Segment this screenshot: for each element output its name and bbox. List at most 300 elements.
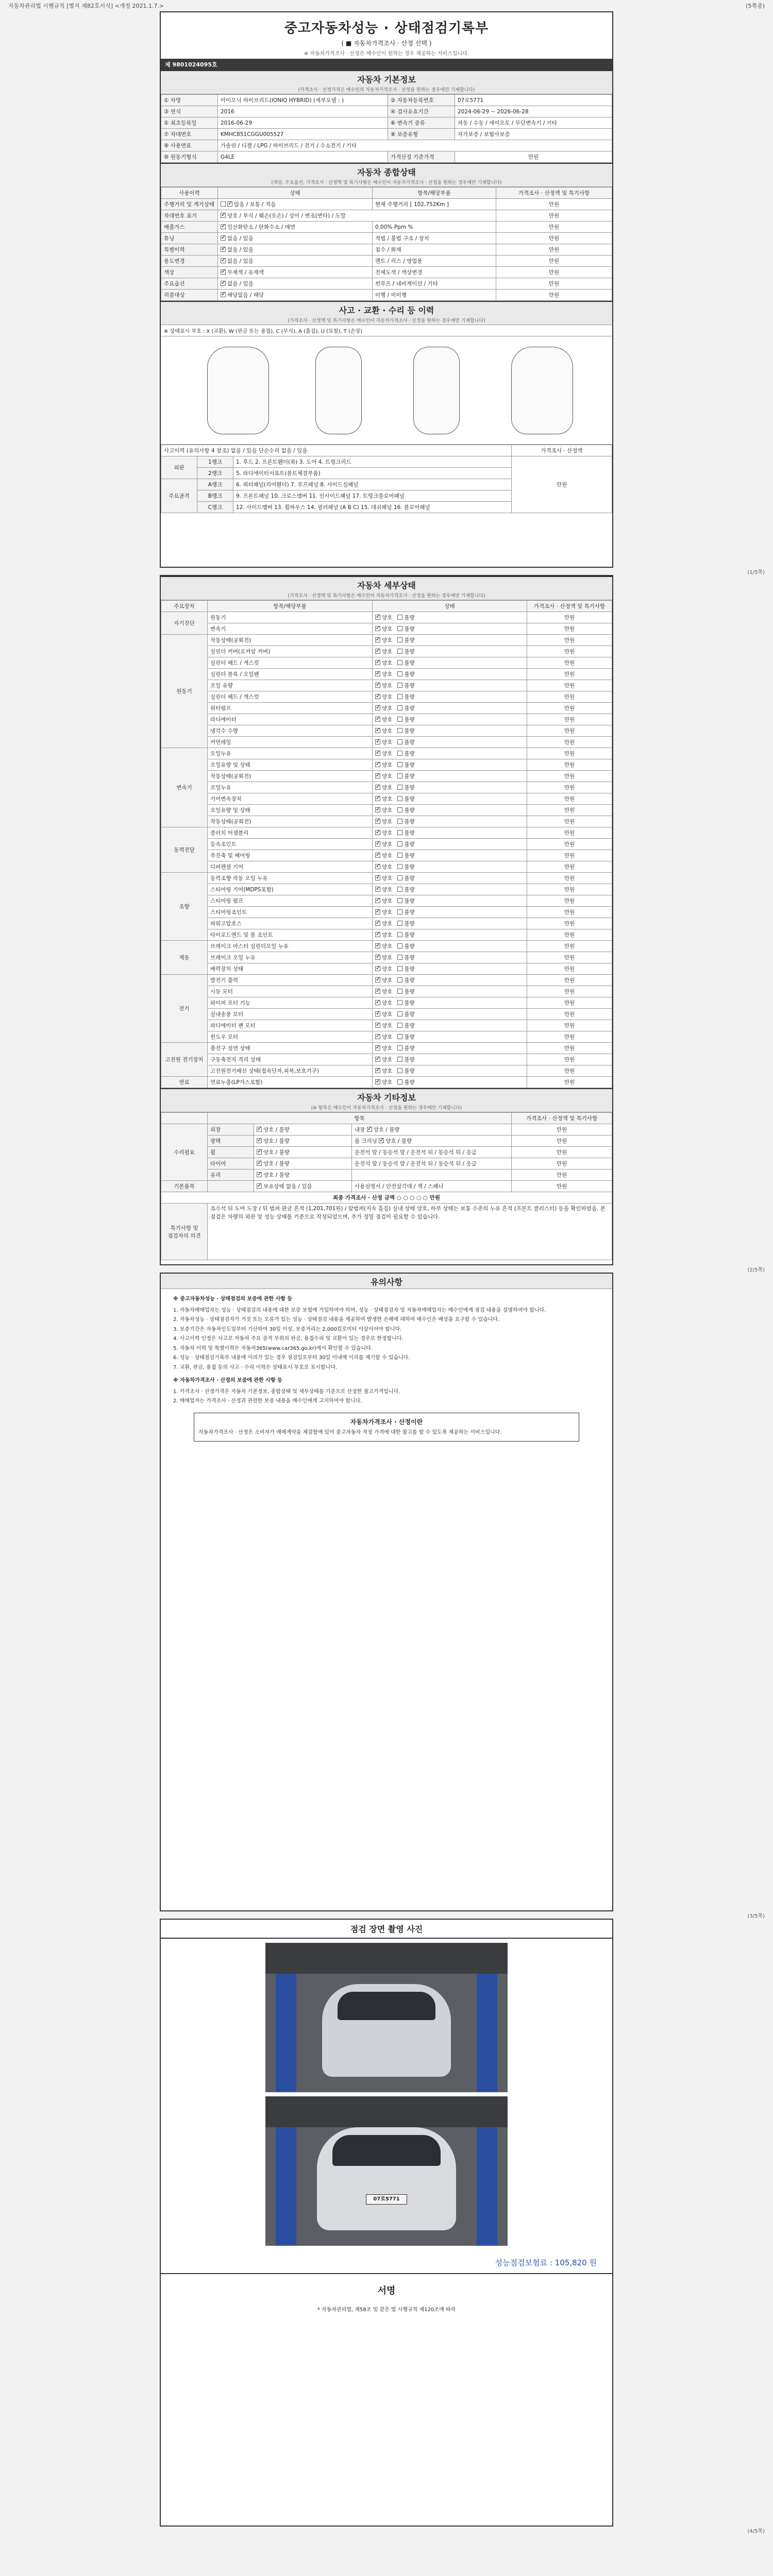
- detail-item-price: 만원: [527, 725, 612, 737]
- checkbox-checked: [375, 1023, 380, 1028]
- checkbox-checked: [375, 853, 380, 858]
- detail-item-state: ✓ 양호 불량: [373, 1020, 527, 1031]
- detail-item-price: 만원: [527, 737, 612, 748]
- detail-item-price: 만원: [527, 941, 612, 952]
- detail-item-state: ✓ 양호 불량: [373, 703, 527, 714]
- table-row: 광택 ✓ 양호 / 불량 룸 크리닝 ✓ 양호 / 불량 만원: [161, 1136, 612, 1147]
- table-row: [161, 771, 612, 782]
- checkbox-unchecked: [397, 887, 402, 892]
- table-row: [161, 918, 612, 929]
- detail-item-label: 실린더 커버(로커암 커버): [208, 646, 373, 657]
- detail-item-state: ✓ 양호 불량: [373, 839, 527, 850]
- notice-item: 7. 교환, 판금, 용접 등의 사고 · 수리 이력은 상태표시 부호로 표시합니다.: [173, 1364, 338, 1370]
- checkbox-checked: [375, 671, 380, 676]
- checkbox-checked: [375, 819, 380, 824]
- detail-item-price: 만원: [527, 975, 612, 986]
- table-row: [161, 680, 612, 691]
- checkbox-unchecked: [397, 751, 402, 756]
- detail-item-price: 만원: [527, 918, 612, 929]
- top-bar: [0, 0, 773, 11]
- checkbox-checked: [375, 989, 380, 994]
- detail-item-label: 오일유량 및 상태: [208, 759, 373, 771]
- detail-item-label: 실린더 헤드 / 개스킷: [208, 657, 373, 669]
- detail-item-label: 실린더 헤드 / 개스킷: [208, 691, 373, 703]
- checkbox-unchecked: [397, 694, 402, 699]
- checkbox-checked: [375, 909, 380, 914]
- detail-item-label: 클러치 어셈블리: [208, 827, 373, 839]
- checkbox-checked: [375, 1034, 380, 1039]
- detail-item-state: ✓ 양호 불량: [373, 657, 527, 669]
- notice-item: 2. 매매업자는 가격조사 · 산정과 관련한 보증 내용을 매수인에게 고지하여야 합니다.: [173, 1398, 362, 1404]
- checkbox-unchecked: [397, 660, 402, 665]
- detail-item-state: ✓ 양호 불량: [373, 737, 527, 748]
- document-subtitle: ( ■ 자동차가격조사 · 산정 선택 ): [341, 40, 432, 47]
- table-row: [161, 816, 612, 827]
- table-row: 2랭크 5. 라디에이터서포트(볼트체결부품): [161, 468, 612, 479]
- detail-item-label: 기어변속장치: [208, 793, 373, 805]
- accident-table: 사고이력 (유의사항 4 참조) 없음 / 있음 단순수리 없음 / 있음 가격조사 · 산정액 외판 1랭크 1. 후드 2. 프론트휀더(좌) 3. 도어 4. 트렁크리드 만원 2랭크 5. 라디에이터서포트(볼트체결부품) 주요골격 A랭크 6. 쿼터패널(리어휀더) 7. 루프패널 8. 사이드실패널 B랭크 9. 프론트패널 10. 크로스멤버 11. 인사이드패널 17. 트렁크플로어패널 C랭크 12. 사이드멤버 13. 휠하우스 14. 필러패널 (A B C) 15. 대쉬패널 16. 플로어패널: [161, 445, 612, 513]
- checkbox-checked: [375, 694, 380, 699]
- checkbox-unchecked: [397, 841, 402, 846]
- checkbox-unchecked: [397, 773, 402, 778]
- table-row: [161, 782, 612, 793]
- detail-item-label: 추진축 및 베어링: [208, 850, 373, 861]
- detail-item-label: 오일유량 및 상태: [208, 805, 373, 816]
- checkbox-checked: [375, 1000, 380, 1005]
- detail-item-state: ✓ 양호 불량: [373, 1043, 527, 1054]
- final-total: 최종 가격조사 · 산정 금액 ○ ○ ○ ○ ○ 만원: [161, 1192, 612, 1204]
- inspector-opinion: 조수석 뒤 도어 도장 / 뒤 범퍼 판금 흔적 (1,201,701원) / 앞범퍼(지속 흠집) 실내 상태 양호, 하부 상태는 보통 수준의 누유 흔적 (프론트 클러스터) 등을 확인하였음. 본 점검은 차량의 외관 및 성능 상태를 기준으로 작성되었으며, 추가 정밀 점검이 필요할 수 있습니다.: [208, 1204, 612, 1260]
- detail-item-state: ✓ 양호 불량: [373, 941, 527, 952]
- checkbox-checked: [375, 615, 380, 620]
- detail-item-label: 작동상태(공회전): [208, 635, 373, 646]
- detail-item-state: ✓ 양호 불량: [373, 714, 527, 725]
- checkbox-unchecked: [397, 1068, 402, 1073]
- table-row: [161, 759, 612, 771]
- notice-item: 3. 보증기간은 자동차인도일부터 기산하여 30일 이상, 보증거리는 2,000킬로미터 이상이어야 합니다.: [173, 1326, 402, 1332]
- detail-item-label: 연료누출(LP가스포함): [208, 1077, 373, 1088]
- checkbox-unchecked: [397, 649, 402, 654]
- checkbox-unchecked: [397, 1045, 402, 1050]
- checkbox-unchecked: [397, 943, 402, 948]
- detail-item-price: 만원: [527, 623, 612, 635]
- detail-item-label: 오일누유: [208, 748, 373, 759]
- notice-item: 5. 자동차 이력 및 특별이력은 자동차365(www.car365.go.kr)에서 확인할 수 있습니다.: [173, 1345, 373, 1351]
- detail-item-state: ✓ 양호 불량: [373, 975, 527, 986]
- table-row: ⑦ 차대번호 KMHC851CGGU005527 ⑧ 보증유형 자가보증 / 보험사보증: [161, 129, 612, 140]
- detail-item-state: ✓ 양호 불량: [373, 669, 527, 680]
- detail-table: 주요장치 항목/해당부품 상태 가격조사 · 산정액 및 특기사항 자기진단 원동기 ✓ 양호 불량 만원 변속기 ✓ 양호 불량 만원 원동기 작동상태(공회전) ✓ 양호 불량 만원 실린더 커버(로커암 커버) ✓ 양호 불량 만원 실린더 헤드 / 개스킷 ✓ 양호 불량 만원 실린더 블록 / 오일팬 ✓ 양호 불량 만원 오일 유량 ✓ 양호 불량 만원 실린더 헤드 / 개스킷 ✓ 양호 불량 만원 워터펌프 ✓ 양호 불량 만원 라디에이터 ✓ 양호 불량 만원 냉각수 수량 ✓ 양호 불량 만원 커먼레일 ✓ 양호 불량 만원 변속기 오일누유 ✓ 양호 불량 만원 오일유량 및 상태 ✓ 양호 불량 만원 작동상태(공회전) ✓ 양호 불량 만원 오일누유 ✓ 양호 불량 만원 기어변속장치 ✓ 양호 불량 만원 오일유량 및 상태 ✓ 양호 불량 만원 작동상태(공회전) ✓ 양호 불량 만원 동력전달 클러치 어셈블리 ✓ 양호 불량 만원 등속조인트 ✓ 양호 불량 만원 추진축 및 베어링 ✓ 양호 불량 만원 디퍼렌셜 기어 ✓ 양호 불량 만원 조향 동력조향 작동 오일 누유 ✓ 양호 불량 만원 스티어링 기어(MDPS포함) ✓ 양호 불량 만원 스티어링 펌프 ✓ 양호 불량 만원 스티어링조인트 ✓ 양호 불량 만원 파워고압호스 ✓ 양호 불량 만원 타이로드엔드 및 볼 조인트 ✓ 양호 불량 만원 제동 브레이크 마스터 실린더오일 누유 ✓ 양호 불량 만원 브레이크 오일 누유 ✓ 양호 불량 만원 배력장치 상태 ✓ 양호 불량 만원 전기 발전기 출력 ✓ 양호 불량 만원 시동 모터 ✓ 양호 불량 만원 와이퍼 모터 기능 ✓ 양호 불량 만원 실내송풍 모터 ✓ 양호 불량 만원 라디에이터 팬 모터 ✓ 양호 불량 만원 윈도우 모터 ✓ 양호 불량 만원 고전원 전기장치 충전구 절연 상태 ✓ 양호 불량 만원 구동축전지 격리 상태 ✓ 양호 불량 만원 고전원전기배선 상태(접속단자,피복,보호기구) ✓ 양호 불량 만원 연료 연료누출(LP가스포함) ✓ 양호 불량 만원: [161, 600, 612, 1088]
- detail-item-state: ✓ 양호 불량: [373, 850, 527, 861]
- table-row: 수리필요 외장 ✓ 양호 / 불량 내장 ✓ 양호 / 불량 만원: [161, 1124, 612, 1136]
- detail-item-label: 파워고압호스: [208, 918, 373, 929]
- table-row: [161, 839, 612, 850]
- detail-item-price: 만원: [527, 691, 612, 703]
- detail-item-label: 스티어링 기어(MDPS포함): [208, 884, 373, 895]
- page-number: (3/5쪽): [747, 1913, 765, 1919]
- detail-item-state: ✓ 양호 불량: [373, 861, 527, 873]
- detail-item-state: ✓ 양호 불량: [373, 907, 527, 918]
- checkbox-unchecked: [397, 739, 402, 744]
- checkbox-unchecked: [397, 1023, 402, 1028]
- table-row: [161, 669, 612, 680]
- checkbox-unchecked: [397, 1034, 402, 1039]
- table-row: [161, 907, 612, 918]
- detail-item-price: 만원: [527, 759, 612, 771]
- detail-item-label: 커먼레일: [208, 737, 373, 748]
- detail-item-label: 발전기 출력: [208, 975, 373, 986]
- table-row: 주요골격 A랭크 6. 쿼터패널(리어휀더) 7. 루프패널 8. 사이드실패널: [161, 479, 612, 490]
- table-row: [161, 975, 612, 986]
- detail-group-label: 변속기: [161, 748, 208, 827]
- table-row: ③ 연식 2016 ④ 검사유효기간 2024-06-29 ~ 2026-06-28: [161, 106, 612, 117]
- checkbox-checked: [375, 1011, 380, 1016]
- detail-item-label: 라디에이터: [208, 714, 373, 725]
- checkbox-checked: [375, 683, 380, 688]
- detail-item-state: ✓ 양호 불량: [373, 646, 527, 657]
- checkbox-checked: [375, 887, 380, 892]
- checkbox-unchecked: [397, 932, 402, 937]
- checkbox-unchecked: [397, 966, 402, 971]
- detail-item-price: 만원: [527, 839, 612, 850]
- checkbox-checked: [375, 1068, 380, 1073]
- inspection-photo-rear: [265, 2096, 508, 2246]
- checkbox-checked: [375, 807, 380, 812]
- detail-item-state: ✓ 양호 불량: [373, 1031, 527, 1043]
- detail-item-price: 만원: [527, 1077, 612, 1088]
- table-row: [161, 1043, 612, 1054]
- checkbox-unchecked: [397, 1000, 402, 1005]
- table-row: [161, 635, 612, 646]
- table-row: 외판 1랭크 1. 후드 2. 프론트휀더(좌) 3. 도어 4. 트렁크리드 만원: [161, 456, 612, 468]
- detail-item-label: 브레이크 마스터 실린더오일 누유: [208, 941, 373, 952]
- notice-item: 6. 성능 · 상태점검기록부 내용에 이의가 있는 경우 점검일로부터 30일 이내에 이의를 제기할 수 있습니다.: [173, 1355, 410, 1361]
- document-title: 중고자동차성능 · 상태점검기록부: [284, 21, 489, 36]
- detail-item-label: 구동축전지 격리 상태: [208, 1054, 373, 1065]
- table-row: 타이어 ✓ 양호 / 불량 운전석 앞 / 동승석 앞 / 운전석 뒤 / 동승석 뒤 / 응급 만원: [161, 1158, 612, 1170]
- checkbox-unchecked: [397, 955, 402, 960]
- detail-item-state: ✓ 양호 불량: [373, 952, 527, 963]
- checkbox-unchecked: [397, 1011, 402, 1016]
- detail-item-state: ✓ 양호 불량: [373, 748, 527, 759]
- table-row: [161, 612, 612, 623]
- detail-item-state: ✓ 양호 불량: [373, 884, 527, 895]
- table-row: ⑤ 최초등록일 2016-06-29 ⑥ 변속기 종류 자동 / 수동 / 세미오토 / 무단변속기 / 기타: [161, 117, 612, 129]
- detail-item-price: 만원: [527, 771, 612, 782]
- detail-item-label: 냉각수 수량: [208, 725, 373, 737]
- table-row: 배출가스 ✓ 일산화탄소 / 탄화수소 / 매연 0.00% Ppm % 만원: [161, 222, 612, 233]
- checkbox-checked: [375, 637, 380, 642]
- detail-item-price: 만원: [527, 850, 612, 861]
- checkbox-checked: [375, 875, 380, 880]
- detail-item-price: 만원: [527, 895, 612, 907]
- checkbox-checked: [375, 1057, 380, 1062]
- checkbox-unchecked: [397, 909, 402, 914]
- overall-status-table: 사용이력 상태 항목/해당부품 가격조사 · 산정액 및 특기사항 주행거리 및 계기상태 ✓ 많음 / 보통 / 적음 현재 주행거리 [ 102,752Km ] 만원 차대번호 표기 ✓ 양호 / 부식 / 훼손(오손) / 상이 / 변조(변타) / 도말 만원 배출가스 ✓ 일산화탄소 / 탄화수소 / 매연 0.00% Ppm % 만원 튜닝 ✓ 없음 / 있음 적법 / 불법 구조 / 장치 만원 특별이력 ✓ 없음 / 있음 침수 / 화재 만원 용도변경 ✓ 없음 / 있음 렌트 / 리스 / 영업용 만원 색상 ✓ 무채색 / 유채색 전체도색 / 색상변경 만원 주요옵션 ✓ 없음 / 있음 썬루프 / 네비게이션 / 기타 만원 리콜대상 ✓ 해당없음 / 해당 이행 / 미이행 만원: [161, 187, 612, 301]
- detail-item-price: 만원: [527, 827, 612, 839]
- table-row: [161, 1065, 612, 1077]
- car-side-left-icon: [207, 347, 269, 434]
- detail-item-state: ✓ 양호 불량: [373, 816, 527, 827]
- page-number: (2/5쪽): [747, 1267, 765, 1273]
- detail-item-price: 만원: [527, 805, 612, 816]
- detail-group-label: 고전원 전기장치: [161, 1043, 208, 1077]
- checkbox-unchecked: [397, 853, 402, 858]
- detail-item-price: 만원: [527, 884, 612, 895]
- detail-item-label: 실린더 블록 / 오일팬: [208, 669, 373, 680]
- detail-item-state: ✓ 양호 불량: [373, 929, 527, 941]
- checkbox-checked: [375, 785, 380, 790]
- detail-group-label: 조향: [161, 873, 208, 941]
- table-row: [161, 805, 612, 816]
- insurance-fee: 성능점검보험료 : 105,820 원: [495, 2258, 597, 2267]
- table-row: ① 차명 아이오닉 하이브리드(IONIQ HYBRID) (세부모델 : ) ② 자동차등록번호 07로5771: [161, 95, 612, 106]
- checkbox-unchecked: [397, 728, 402, 733]
- photo-section-title: 점검 장면 촬영 사진: [161, 1920, 612, 1939]
- table-row: [161, 884, 612, 895]
- table-row: [161, 714, 612, 725]
- detail-item-label: 오일 유량: [208, 680, 373, 691]
- detail-item-state: ✓ 양호 불량: [373, 1054, 527, 1065]
- table-row: [161, 1054, 612, 1065]
- table-row: [161, 737, 612, 748]
- detail-item-label: 작동상태(공회전): [208, 816, 373, 827]
- detail-item-price: 만원: [527, 748, 612, 759]
- table-row: [161, 952, 612, 963]
- checkbox-checked: [375, 830, 380, 835]
- detail-item-price: 만원: [527, 646, 612, 657]
- table-row: [161, 827, 612, 839]
- detail-item-state: ✓ 양호 불량: [373, 1077, 527, 1088]
- checkbox-checked: [375, 626, 380, 631]
- detail-item-price: 만원: [527, 680, 612, 691]
- detail-item-price: 만원: [527, 963, 612, 975]
- checkbox-unchecked: [397, 977, 402, 982]
- table-row: 차대번호 표기 ✓ 양호 / 부식 / 훼손(오손) / 상이 / 변조(변타) / 도말 만원: [161, 210, 612, 222]
- detail-item-label: 충전구 절연 상태: [208, 1043, 373, 1054]
- detail-item-label: 브레이크 오일 누유: [208, 952, 373, 963]
- detail-item-state: ✓ 양호 불량: [373, 805, 527, 816]
- detail-item-label: 원동기: [208, 612, 373, 623]
- detail-item-state: ✓ 양호 불량: [373, 1065, 527, 1077]
- detail-item-state: ✓ 양호 불량: [373, 895, 527, 907]
- car-diagram: [161, 336, 612, 445]
- notice-section-title: 유의사항: [161, 1274, 612, 1289]
- notice-item: 2. 자동차성능 · 상태점검자가 거짓 또는 오류가 있는 성능 · 상태점검 내용을 제공하여 발생한 손해에 대하여 매수인은 배상을 요구할 수 있습니다.: [173, 1317, 500, 1323]
- checkbox-checked: [375, 762, 380, 767]
- checkbox-unchecked: [397, 1057, 402, 1062]
- checkbox-unchecked: [397, 705, 402, 710]
- checkbox-checked: [375, 739, 380, 744]
- detail-item-label: 동력조향 작동 오일 누유: [208, 873, 373, 884]
- checkbox-checked: [375, 943, 380, 948]
- detail-item-price: 만원: [527, 612, 612, 623]
- detail-group-label: 자기진단: [161, 612, 208, 635]
- detail-item-state: ✓ 양호 불량: [373, 827, 527, 839]
- checkbox-checked: [375, 864, 380, 869]
- detail-group-label: 전기: [161, 975, 208, 1043]
- other-info-section-title: 자동차 기타정보 (※ 항목은 매수인이 자동차가격조사 · 산정을 원하는 경우에만 기재합니다): [161, 1088, 612, 1112]
- detail-item-label: 워터펌프: [208, 703, 373, 714]
- table-row: [161, 1009, 612, 1020]
- car-side-right-icon: [511, 347, 573, 434]
- detail-item-label: 작동상태(공회전): [208, 771, 373, 782]
- car-top-under-icon: [413, 347, 460, 434]
- detail-item-state: ✓ 양호 불량: [373, 997, 527, 1009]
- notice-item: 1. 가격조사 · 산정가격은 자동차 기본정보, 종합상태 및 세부상태를 기준으로 산정한 참고가격입니다.: [173, 1388, 400, 1395]
- detail-item-price: 만원: [527, 635, 612, 646]
- table-row: [161, 963, 612, 975]
- detail-item-state: ✓ 양호 불량: [373, 771, 527, 782]
- detail-item-state: ✓ 양호 불량: [373, 759, 527, 771]
- checkbox-unchecked: [397, 898, 402, 903]
- detail-item-price: 만원: [527, 1020, 612, 1031]
- detail-item-price: 만원: [527, 952, 612, 963]
- detail-item-price: 만원: [527, 657, 612, 669]
- detail-item-label: 타이로드엔드 및 볼 조인트: [208, 929, 373, 941]
- notice-item: 4. 사고이력 인정은 사고로 자동차 주요 골격 부위의 판금, 용접수리 및 교환이 있는 경우로 한정합니다.: [173, 1336, 404, 1342]
- table-row: [161, 1031, 612, 1043]
- car-top-front-icon: [315, 347, 362, 434]
- checkbox-checked: [375, 977, 380, 982]
- detail-item-price: 만원: [527, 782, 612, 793]
- detail-item-state: ✓ 양호 불량: [373, 623, 527, 635]
- checkbox-checked: [375, 796, 380, 801]
- detail-item-state: ✓ 양호 불량: [373, 1009, 527, 1020]
- page-number: (4/5쪽): [747, 2529, 765, 2534]
- document-note: ※ 자동차가격조사 · 산정은 매수인이 원하는 경우 제공하는 서비스입니다.: [304, 51, 469, 57]
- checkbox-unchecked: [397, 671, 402, 676]
- checkbox-unchecked: [397, 785, 402, 790]
- checkbox-unchecked: [397, 1079, 402, 1084]
- detail-section-title: 자동차 세부상태 (가격조사 · 산정액 및 특기사항은 매수인이 자동차가격조사 · 산정을 원하는 경우에만 기재합니다): [161, 576, 612, 600]
- table-row: [161, 623, 612, 635]
- overall-status-section-title: 자동차 종합상태 (색상, 주요옵션, 가격조사 · 산정액 및 특기사항은 매수인이 자동차가격조사 · 산정을 원하는 경우에만 기재합니다): [161, 163, 612, 187]
- table-row: [161, 657, 612, 669]
- checkbox-checked: [375, 955, 380, 960]
- detail-item-price: 만원: [527, 1054, 612, 1065]
- detail-item-label: 스티어링조인트: [208, 907, 373, 918]
- checkbox-checked: [375, 966, 380, 971]
- table-row: [161, 748, 612, 759]
- table-row: 특별이력 ✓ 없음 / 있음 침수 / 화재 만원: [161, 244, 612, 256]
- checkbox-checked: [375, 1045, 380, 1050]
- detail-item-state: ✓ 양호 불량: [373, 782, 527, 793]
- detail-item-label: 스티어링 펌프: [208, 895, 373, 907]
- form-reference: 자동차관리법 시행규칙 [별지 제82호서식] <개정 2021.1.7.>: [8, 3, 164, 9]
- checkbox-unchecked: [397, 875, 402, 880]
- detail-item-price: 만원: [527, 669, 612, 680]
- detail-item-price: 만원: [527, 714, 612, 725]
- table-row: [161, 986, 612, 997]
- checkbox-unchecked: [397, 819, 402, 824]
- checkbox-checked: [375, 705, 380, 710]
- table-row: 리콜대상 ✓ 해당없음 / 해당 이행 / 미이행 만원: [161, 290, 612, 301]
- detail-item-price: 만원: [527, 1031, 612, 1043]
- detail-item-state: ✓ 양호 불량: [373, 963, 527, 975]
- checkbox-checked: [375, 932, 380, 937]
- table-row: 휠 ✓ 양호 / 불량 운전석 앞 / 동승석 앞 / 운전석 뒤 / 동승석 뒤 / 응급 만원: [161, 1147, 612, 1158]
- basic-info-table: [161, 94, 612, 163]
- detail-item-label: 라디에이터 팬 모터: [208, 1020, 373, 1031]
- detail-item-label: 윈도우 모터: [208, 1031, 373, 1043]
- checkbox-unchecked: [397, 683, 402, 688]
- accident-section-title: 사고 · 교환 · 수리 등 이력 (가격조사 · 산정액 및 특기사항은 매수인이 자동차가격조사 · 산정을 원하는 경우에만 기재합니다): [161, 301, 612, 325]
- detail-item-price: 만원: [527, 816, 612, 827]
- table-row: [161, 929, 612, 941]
- checkbox-checked: [375, 660, 380, 665]
- detail-item-price: 만원: [527, 1043, 612, 1054]
- notice-body: ※ 중고자동차성능 · 상태점검의 보증에 관한 사항 등 1. 자동차매매업자는 성능 · 상태점검의 내용에 대한 보증 보험에 가입하여야 하며, 성능 · 상태점검자 및 자동차매매업자는 매수인에게 점검 내용을 설명하여야 합니다. 2. 자동차성능 · 상태점검자가 거짓 또는 오류가 있는 성능 · 상태점검 내용을 제공하여 발생한 손해에 대하여 매수인은 배상을 요구할 수 있습니다. 3. 보증기간은 자동차인도일부터 기산하여 30일 이상, 보증거리는 2,000킬로미터 이상이어야 합니다. 4. 사고이력 인정은 사고로 자동차 주요 골격 부위의 판금, 용접수리 및 교환이 있는 경우로 한정합니다. 5. 자동차 이력 및 특별이력은 자동차365(www.car365.go.kr)에서 확인할 수 있습니다. 6. 성능 · 상태점검기록부 내용에 이의가 있는 경우 점검일로부터 30일 이내에 이의를 제기할 수 있습니다. 7. 교환, 판금, 용접 등의 사고 · 수리 이력은 상태표시 부호로 표시합니다. ※ 자동차가격조사 · 산정의 보증에 관한 사항 등 1. 가격조사 · 산정가격은 자동차 기본정보, 종합상태 및 세부상태를 기준으로 산정한 참고가격입니다. 2. 매매업자는 가격조사 · 산정과 관련한 보증 내용을 매수인에게 고지하여야 합니다. 자동차가격조사 · 산정이란 자동차가격조사 · 산정은 소비자가 매매계약을 체결함에 있어 중고자동차 적정 가격에 대한 참고를 할 수 있도록 제공하는 서비스입니다.: [161, 1289, 612, 1447]
- detail-group-label: 연료: [161, 1077, 208, 1088]
- accident-legend: ※ 상태표시 부호 : X (교환), W (판금 또는 용접), C (부식), A (흠집), U (요철), T (손상): [161, 325, 612, 336]
- table-row: [161, 997, 612, 1009]
- detail-item-state: ✓ 양호 불량: [373, 873, 527, 884]
- checkbox-unchecked: [397, 989, 402, 994]
- checkbox-checked: [375, 898, 380, 903]
- detail-item-state: ✓ 양호 불량: [373, 612, 527, 623]
- table-row: [161, 1020, 612, 1031]
- signature-footnote: * 자동차관리법, 제58조 및 같은 법 시행규칙 제120조에 따라: [317, 2307, 456, 2313]
- table-row: [161, 793, 612, 805]
- table-row: ⑨ 사용연료 가솔린 / 디젤 / LPG / 하이브리드 / 전기 / 수소전기 / 기타: [161, 140, 612, 151]
- checkbox-unchecked: [397, 796, 402, 801]
- detail-group-label: 제동: [161, 941, 208, 975]
- page-1: [160, 11, 613, 568]
- detail-item-price: 만원: [527, 1065, 612, 1077]
- table-row: [161, 895, 612, 907]
- detail-item-label: 등속조인트: [208, 839, 373, 850]
- page-count: (5쪽중): [746, 3, 765, 9]
- checkbox-checked: [375, 649, 380, 654]
- checkbox-unchecked: [397, 921, 402, 926]
- signature-section-title: 서명: [161, 2273, 612, 2302]
- table-row: [161, 691, 612, 703]
- detail-group-label: 동력전달: [161, 827, 208, 873]
- checkbox-checked: [375, 728, 380, 733]
- detail-item-price: 만원: [527, 907, 612, 918]
- detail-item-price: 만원: [527, 793, 612, 805]
- inspection-photo-front: [265, 1943, 508, 2092]
- page-4: [160, 1919, 613, 2527]
- table-row: [161, 861, 612, 873]
- checkbox-checked: [375, 717, 380, 722]
- page-3: [160, 1273, 613, 1911]
- checkbox-unchecked: [397, 762, 402, 767]
- table-row: 용도변경 ✓ 없음 / 있음 렌트 / 리스 / 영업용 만원: [161, 256, 612, 267]
- table-row: [161, 873, 612, 884]
- table-row: [161, 850, 612, 861]
- detail-item-price: 만원: [527, 997, 612, 1009]
- detail-item-price: 만원: [527, 986, 612, 997]
- table-row: 기본품목 ✓ 보유상태 없음 / 있음 사용설명서 / 안전삼각대 / 잭 / 스패너 만원: [161, 1181, 612, 1192]
- detail-item-price: 만원: [527, 861, 612, 873]
- checkbox-checked: [375, 751, 380, 756]
- table-row: B랭크 9. 프론트패널 10. 크로스멤버 11. 인사이드패널 17. 트렁크플로어패널: [161, 490, 612, 502]
- detail-group-label: 원동기: [161, 635, 208, 748]
- table-row: 튜닝 ✓ 없음 / 있음 적법 / 불법 구조 / 장치 만원: [161, 233, 612, 244]
- detail-item-state: ✓ 양호 불량: [373, 793, 527, 805]
- detail-item-state: ✓ 양호 불량: [373, 691, 527, 703]
- other-info-table: 항목 가격조사 · 산정액 및 특기사항 수리필요 외장 ✓ 양호 / 불량 내장 ✓ 양호 / 불량 만원 광택 ✓ 양호 / 불량 룸 크리닝 ✓ 양호 / 불량 만원 휠 ✓ 양호 / 불량 운전석 앞 / 동승석 앞 / 운전석 뒤 / 동승석 뒤 / 응급 만원 타이어 ✓ 양호 / 불량 운전석 앞 / 동승석 앞 / 운전석 뒤 / 동승석 뒤 / 응급 만원 유리 ✓ 양호 / 불량 만원 기본품목 ✓ 보유상태 없음 / 있음 사용설명서 / 안전삼각대 / 잭 / 스패너 만원 최종 가격조사 · 산정 금액 ○ ○ ○ ○ ○ 만원 특기사항 및 점검자의 의견 조수석 뒤 도어 도장 / 뒤 범퍼 판금 흔적 (1,201,701원) / 앞범퍼(지속 흠집) 실내 상태 양호, 하부 상태는 보통 수준의 누유 흔적 (프론트 클러스터) 등을 확인하였음. 본 점검은 차량의 외관 및 성능 상태를 기준으로 작성되었으며, 추가 정밀 점검이 필요할 수 있습니다.: [161, 1112, 612, 1260]
- detail-item-label: 배력장치 상태: [208, 963, 373, 975]
- checkbox-unchecked: [397, 864, 402, 869]
- license-plate: 07로5771: [366, 2194, 407, 2205]
- table-row: [161, 725, 612, 737]
- checkbox-checked: [375, 841, 380, 846]
- detail-item-price: 만원: [527, 929, 612, 941]
- page-number: (1/5쪽): [747, 570, 765, 575]
